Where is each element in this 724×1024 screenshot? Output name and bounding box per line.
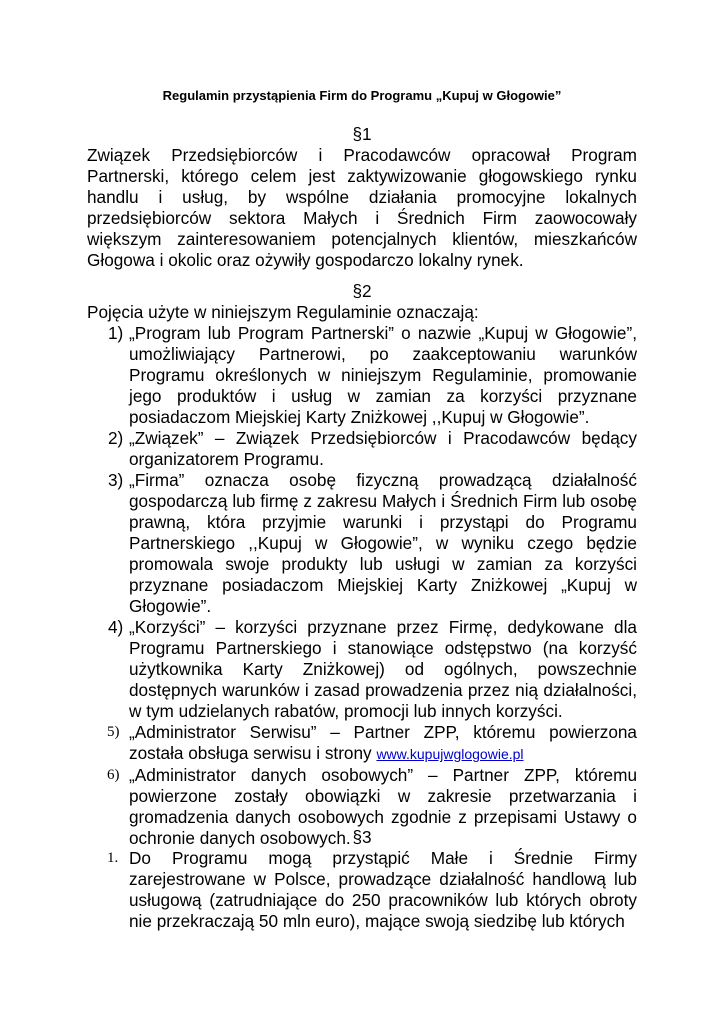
item-text: „Firma” oznacza osobę fizyczną prowadzącą działalność gospodarczą lub firmę z zakresu Małych i Średnich Firm lub osobę prawną, która przyjmie warunki i przystąpi do Programu Partnerskiego ,,Kupuj w Głogowie”, w wyniku czego będzie promowala swoje produkty lub usługi w zamian za korzyści przyznane posiadaczom Miejskiej Karty Zniżkowej „Kupuj w Głogowie”. (129, 470, 637, 616)
section-2 (87, 281, 637, 849)
document-title: Regulamin przystąpienia Firm do Programu „Kupuj w Głogowie” (162, 88, 562, 103)
section-heading: §3 (352, 827, 372, 847)
item-text: „Administrator Serwisu” – Partner ZPP, któremu powierzona została obsługa serwisu i strony (129, 722, 637, 763)
section-heading: §1 (352, 124, 372, 144)
item-number: 3) (108, 470, 124, 490)
section-paragraph: Związek Przedsiębiorców i Pracodawców opracował Program Partnerski, którego celem jest zaktywizowanie głogowskiego rynku handlu i usług, by wspólne działania promocyjne lokalnych przedsiębiorców sektora Małych i Średnich Firm zaowocowały większym zainteresowaniem potencjalnych klientów, mieszkańców Głogowa i okolic oraz ożywiły gospodarczo lokalny rynek. (87, 145, 637, 270)
website-link[interactable]: www.kupujwglogowie.pl (376, 746, 524, 762)
item-number: 6) (107, 767, 120, 783)
definition-item (87, 323, 637, 428)
item-number: 1) (108, 323, 124, 343)
item-number: 1. (107, 850, 119, 866)
item-text: „Związek” – Związek Przedsiębiorców i Pracodawców będący organizatorem Programu. (129, 428, 637, 469)
item-text: „Korzyści” – korzyści przyznane przez Firmę, dedykowane dla Programu Partnerskiego i stanowiące odstępstwo (na korzyść użytkownika Karty Zniżkowej) od ogólnych, powszechnie dostępnych warunków i zasad prowadzenia przez nią działalności, w tym udzielanych rabatów, promocji lub innych korzyści. (129, 617, 637, 721)
definition-item (87, 470, 637, 617)
item-text: „Program lub Program Partnerski” o nazwie „Kupuj w Głogowie”, umożliwiający Partnerowi, po zaakceptowaniu warunków Programu określonych w niniejszym Regulaminie, promowanie jego produktów i usług w zamian za korzyści przyznane posiadaczom Miejskiej Karty Zniżkowej ,,Kupuj w Głogowie”. (129, 323, 637, 427)
item-number: 5) (107, 724, 120, 740)
item-number: 2) (108, 428, 124, 448)
item-number: 4) (108, 617, 124, 637)
item-text: Do Programu mogą przystąpić Małe i Średnie Firmy zarejestrowane w Polsce, prowadzące działalność handlową lub usługową (zatrudniające do 250 pracowników lub których obroty nie przekraczają 50 mln euro), mające swoją siedzibę lub których (129, 848, 637, 931)
section-intro: Pojęcia użyte w niniejszym Regulaminie oznaczają: (87, 302, 479, 322)
rule-item (87, 848, 637, 932)
section-1 (87, 124, 637, 271)
definition-item (87, 617, 637, 722)
section-heading: §2 (352, 281, 372, 301)
section-3 (87, 827, 637, 932)
item-text: „Administrator danych osobowych” – Partner ZPP, któremu powierzone zostały obowiązki w zakresie przetwarzania i gromadzenia danych osobowych zgodnie z przepisami Ustawy o ochronie danych osobowych. (129, 765, 637, 848)
definition-item (87, 428, 637, 470)
definition-item (87, 722, 637, 765)
